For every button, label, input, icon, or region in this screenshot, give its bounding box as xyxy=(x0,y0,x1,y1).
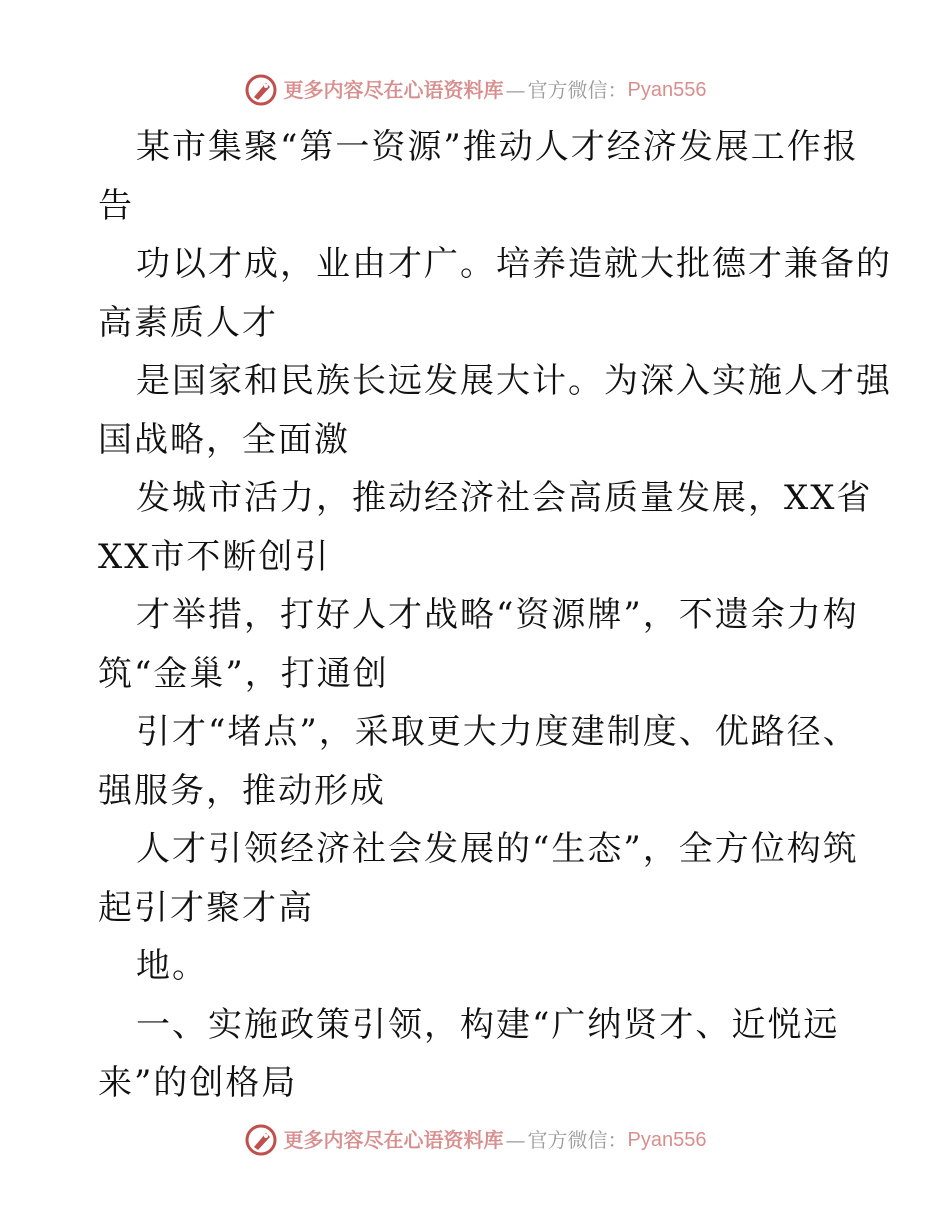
watermark-separator: — xyxy=(505,1128,526,1152)
footer-watermark xyxy=(0,1120,950,1160)
section-heading-line: 一、实施政策引领，构建“广纳贤才、近悦远 xyxy=(136,1004,840,1045)
paragraph-line: 筑“金巢”，打通创 xyxy=(98,653,389,694)
paragraph-line: 发城市活力，推动经济社会高质量发展，XX省 xyxy=(136,478,873,518)
paragraph-line: 高素质人才 xyxy=(98,302,278,343)
pen-nib-logo-icon xyxy=(244,73,278,107)
watermark-wechat-id: Pyan556 xyxy=(627,79,707,101)
paragraph-line: 地。 xyxy=(136,946,208,986)
header-watermark xyxy=(0,70,950,110)
paragraph-line: 引才“堵点”，采取更大力度建制度、优路径、 xyxy=(136,712,859,752)
document-body xyxy=(98,118,892,1113)
paragraph-line: 起引才聚才高 xyxy=(98,887,314,928)
watermark-wechat-label: 官方微信： xyxy=(527,1128,628,1152)
watermark-wechat-id: Pyan556 xyxy=(627,1129,707,1151)
pen-nib-logo-icon xyxy=(244,1123,278,1157)
section-heading-line: 来”的创格局 xyxy=(98,1063,298,1103)
paragraph-line: 国战略，全面激 xyxy=(98,419,350,460)
document-title-line: 某市集聚“第一资源”推动人才经济发展工作报 xyxy=(136,127,859,167)
paragraph-line: 人才引领经济社会发展的“生态”，全方位构筑 xyxy=(136,829,859,869)
watermark-wechat-label: 官方微信： xyxy=(527,78,628,102)
watermark-main-text: 更多内容尽在心语资料库 xyxy=(283,78,504,102)
paragraph-line: XX市不断创引 xyxy=(98,536,331,577)
paragraph-line: 功以才成，业由才广。培养造就大批德才兼备的 xyxy=(136,244,892,284)
paragraph-line: 是国家和民族长远发展大计。为深入实施人才强 xyxy=(136,361,892,401)
paragraph-line: 强服务，推动形成 xyxy=(98,770,386,811)
document-title-line: 告 xyxy=(98,185,134,226)
paragraph-line: 才举措，打好人才战略“资源牌”，不遗余力构 xyxy=(136,595,859,635)
watermark-separator: — xyxy=(505,78,526,102)
watermark-main-text: 更多内容尽在心语资料库 xyxy=(283,1128,504,1152)
